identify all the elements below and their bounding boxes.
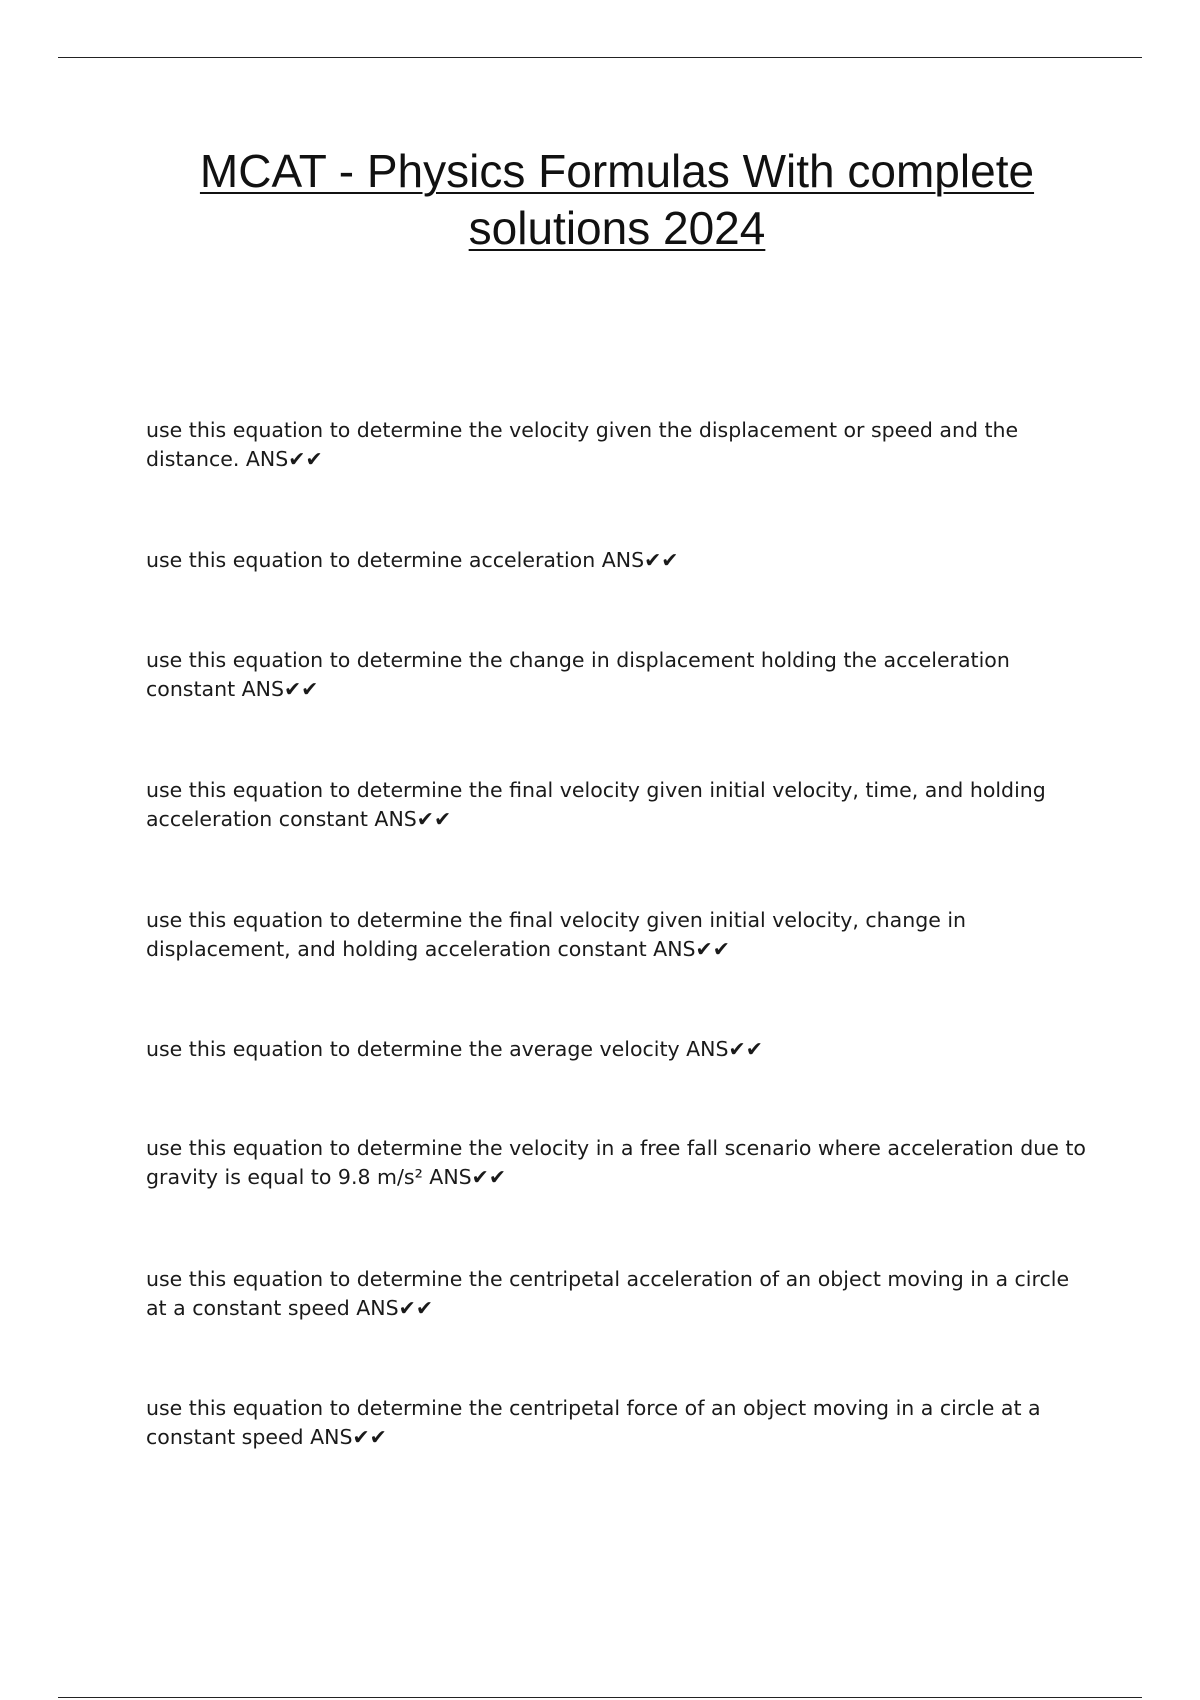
question-9: use this equation to determine the centripetal force of an object moving in a circle at a constant speed ANS✔✔	[146, 1396, 1041, 1449]
question-3: use this equation to determine the change in displacement holding the acceleration constant ANS✔✔	[146, 648, 1010, 701]
question-7: use this equation to determine the velocity in a free fall scenario where acceleration due to gravity is equal to 9.8 m/s² ANS✔✔	[146, 1136, 1086, 1189]
document-title: MCAT - Physics Formulas With complete solutions 2024	[199, 145, 1035, 254]
question-8: use this equation to determine the centripetal acceleration of an object moving in a circle at a constant speed ANS✔✔	[146, 1267, 1070, 1320]
question-1: use this equation to determine the velocity given the displacement or speed and the distance. ANS✔✔	[146, 418, 1019, 471]
bottom-rule	[58, 1697, 1142, 1698]
question-2: use this equation to determine acceleration ANS✔✔	[146, 548, 679, 572]
question-5: use this equation to determine the final velocity given initial velocity, change in displacement, and holding acceleration constant ANS✔✔	[146, 908, 967, 961]
top-rule	[58, 57, 1142, 58]
question-6: use this equation to determine the average velocity ANS✔✔	[146, 1037, 763, 1061]
question-4: use this equation to determine the final velocity given initial velocity, time, and holding acceleration constant ANS✔✔	[146, 778, 1046, 831]
